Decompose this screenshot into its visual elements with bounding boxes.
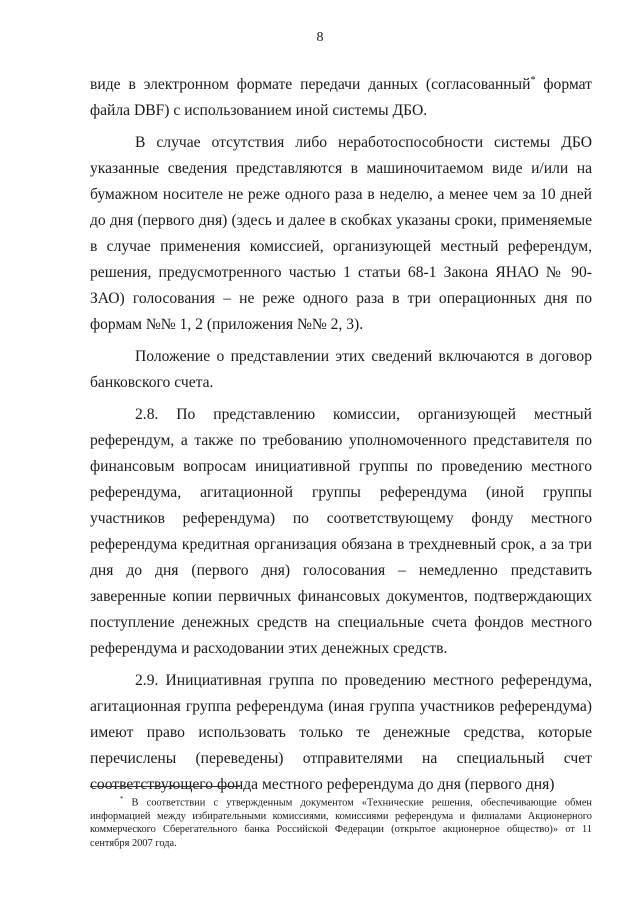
paragraph-continuation [90,68,592,124]
footnote [90,793,592,850]
paragraph-2-9: 2.9. Инициативная группа по проведению местного референдума, агитационная группа референдума (иная группа участников референдума) имеют право использовать только те денежные средства, которые перечислены (переведены) отправителями на специальный счет соответствующего фонда местного референдума до дня (первого дня) [90,672,592,794]
page-number: 8 [316,30,324,45]
footnote-separator [90,786,240,787]
paragraph-text: виде в электронном формате передачи данных (согласованный [90,76,531,94]
paragraph-text-tail: формат файла DBF) с использованием иной системы ДБО. [90,76,592,120]
footnote-mark: * [120,796,124,803]
footnote-reference: * [530,75,536,86]
paragraph-contract-provision: Положение о представлении этих сведений включаются в договор банковского счета. [90,348,592,392]
paragraph-dbo-absence: В случае отсутствия либо неработоспособности системы ДБО указанные сведения представляются в машиночитаемом виде и/или на бумажном носителе не реже одного раза в неделю, а менее чем за 10 дней до дня (первого дня) (здесь и далее в скобках указаны сроки, применяемые в случае применения комиссией, организующей местный референдум, решения, предусмотренного частью 1 статьи 68-1 Закона ЯНАО № 90-ЗАО) голосования – не реже одного раза в три операционных дня по формам №№ 1, 2 (приложения №№ 2, 3). [90,134,592,334]
paragraph-2-8: 2.8. По представлению комиссии, организующей местный референдум, а также по требованию уполномоченного представителя по финансовым вопросам инициативной группы по проведению местного референдума, агитационной группы референдума (иной группы участников референдума) по соответствующему фонду местного референдума кредитная организация обязана в трехдневный срок, а за три дня до дня (первого дня) голосования – немедленно представить заверенные копии первичных финансовых документов, подтверждающих поступление денежных средств на специальные счета фондов местного референдума и расходовании этих денежных средств. [90,406,592,658]
body-text [90,68,592,804]
footnote-text: В соответствии с утвержденным документом «Технические решения, обеспечивающие обмен информацией между избирательными комиссиями, комиссиями референдума и филиалами Акционерного коммерческого Сберегательного банка Российской Федерации (открытое акционерное общество)» от 11 сентября 2007 года. [90,797,592,849]
